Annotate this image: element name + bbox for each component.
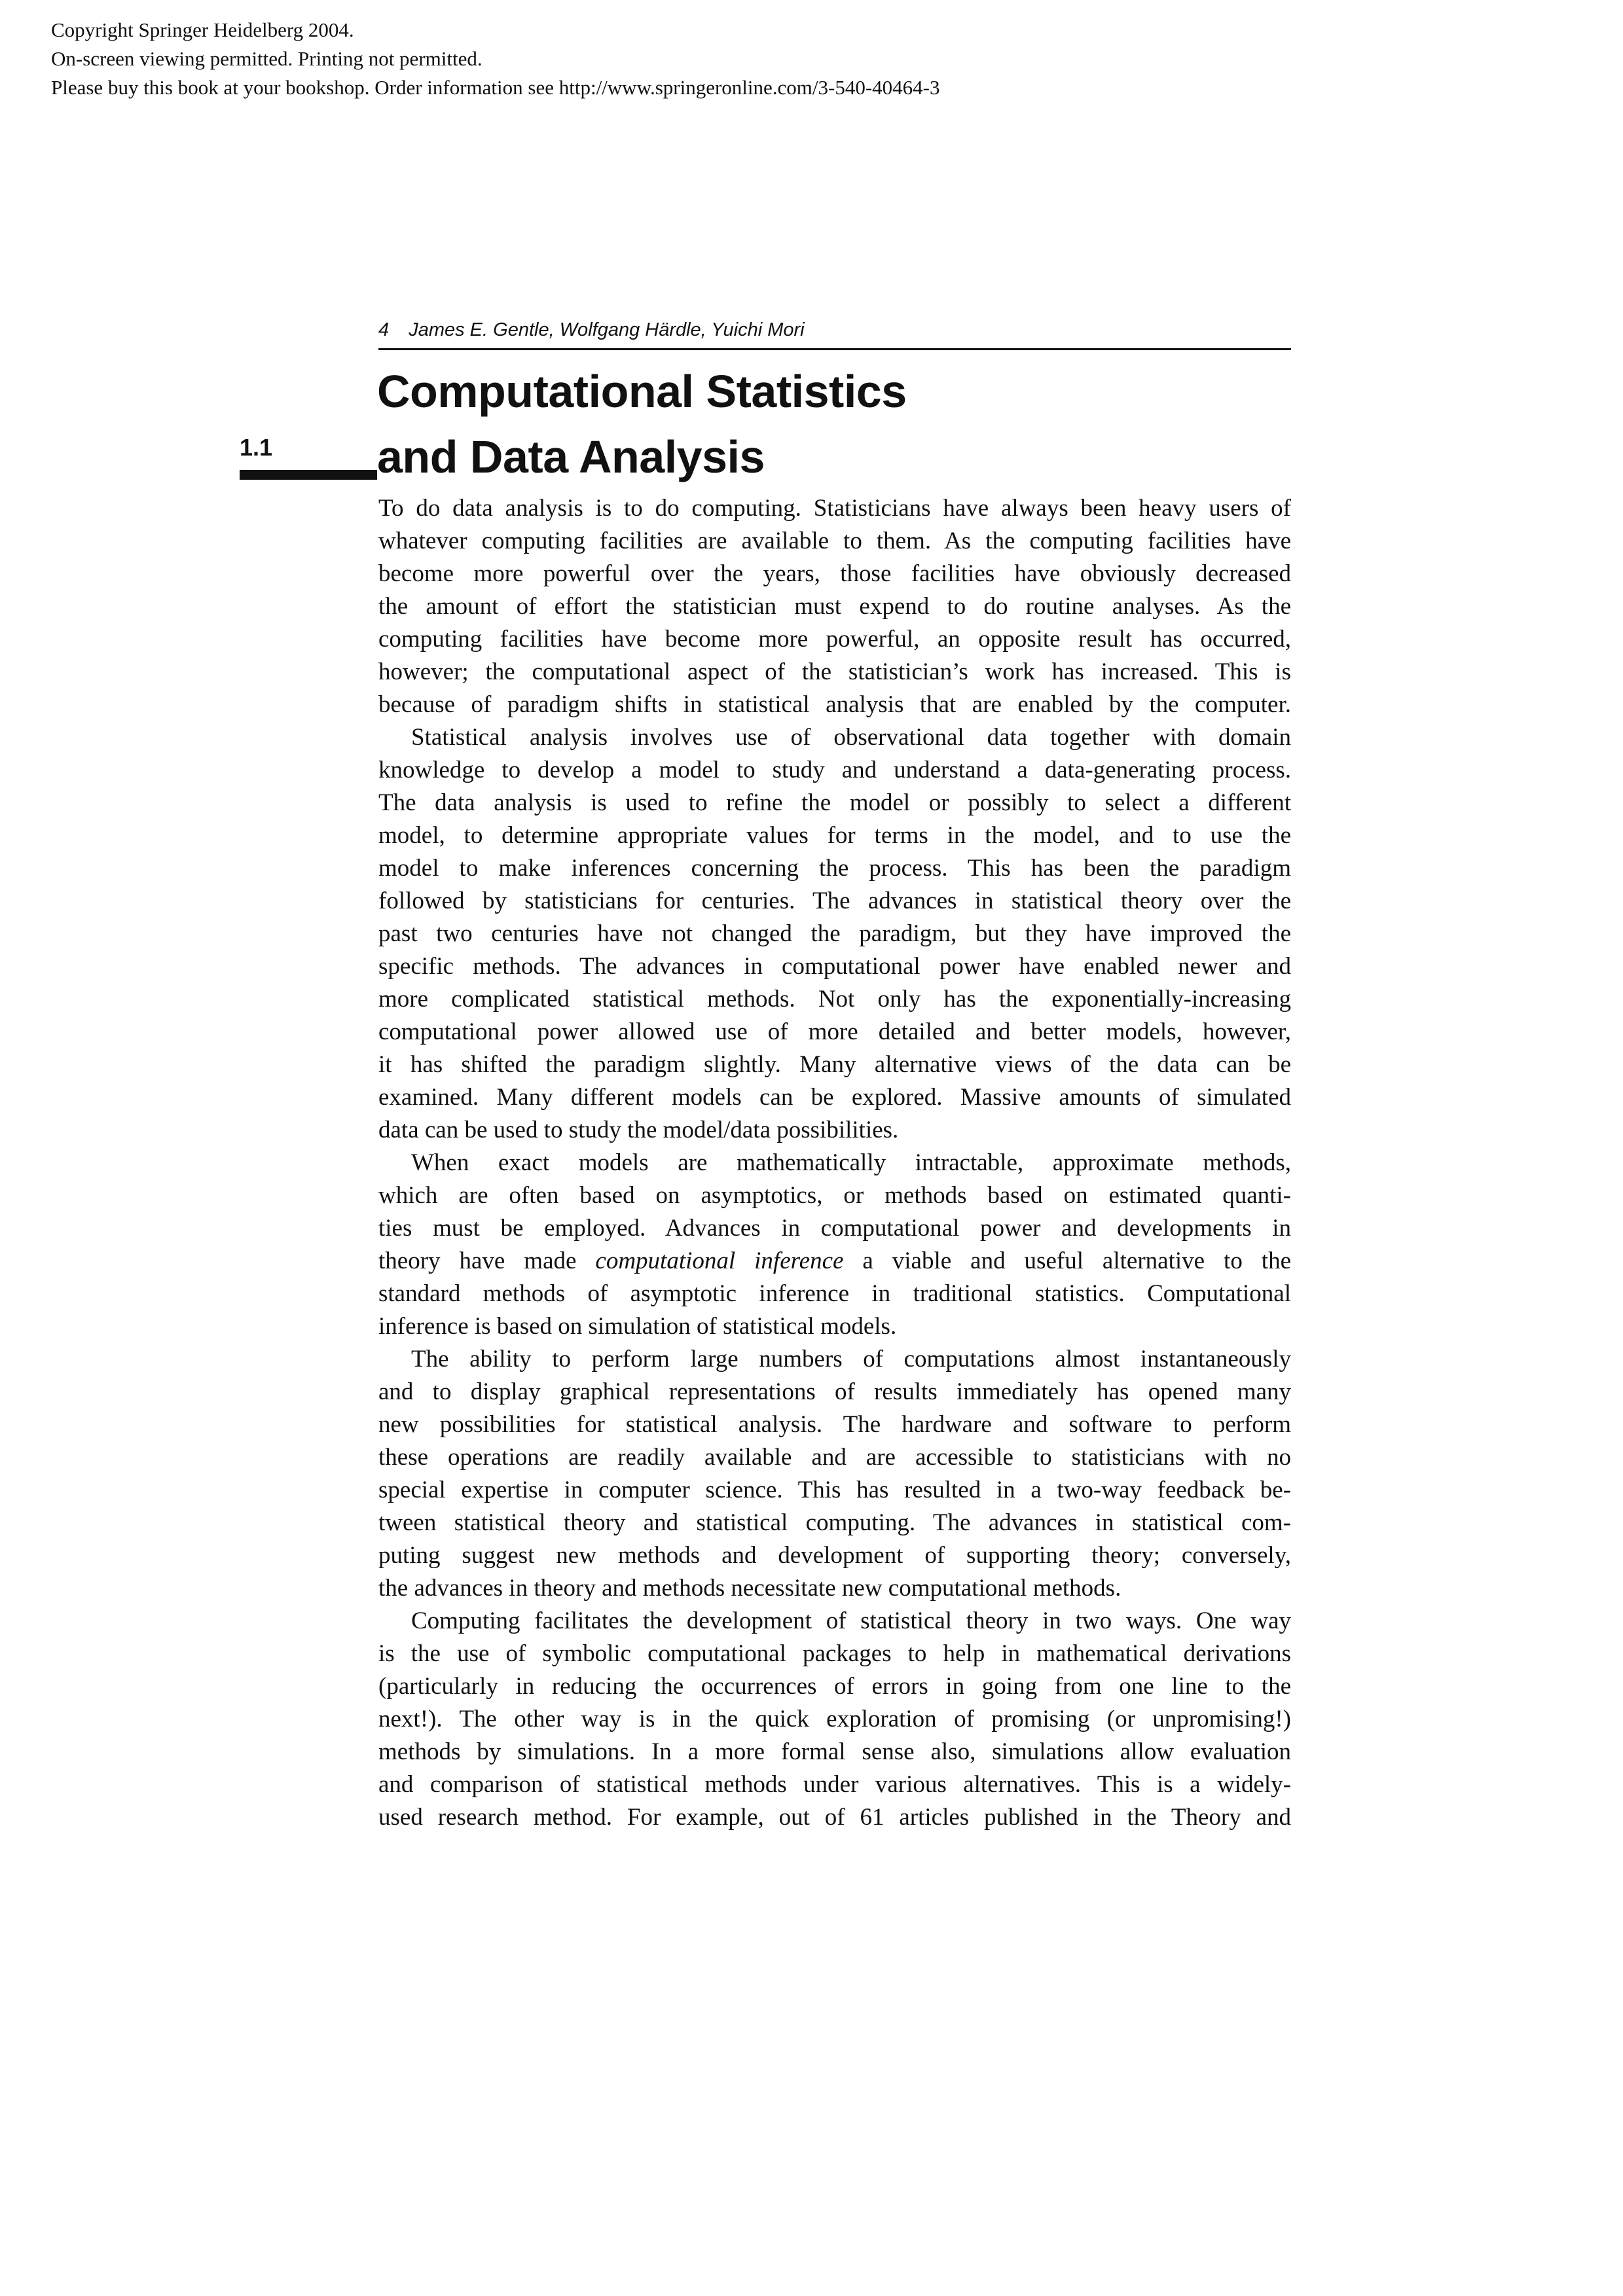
text-line: model to make inferences concerning the process. This has been the paradigm <box>378 855 1291 882</box>
text-line: whatever computing facilities are available to them. As the computing facilities have <box>378 528 1291 554</box>
copyright-notice <box>51 16 939 102</box>
text-line: more complicated statistical methods. Not only has the exponentially-increasing <box>378 986 1291 1013</box>
text-line: because of paradigm shifts in statistical analysis that are enabled by the computer. <box>378 691 1291 718</box>
text-line: and comparison of statistical methods under various alternatives. This is a widely- <box>378 1771 1291 1798</box>
text-line: computational power allowed use of more detailed and better models, however, <box>378 1018 1291 1045</box>
text-line: new possibilities for statistical analysis. The hardware and software to perform <box>378 1411 1291 1438</box>
text-line <box>378 1245 1291 1278</box>
running-head <box>378 315 1291 350</box>
text-line: become more powerful over the years, those facilities have obviously decreased <box>378 560 1291 587</box>
text-line: which are often based on asymptotics, or methods based on estimated quanti- <box>378 1182 1291 1209</box>
running-head-authors: James E. Gentle, Wolfgang Härdle, Yuichi Mori <box>409 319 805 340</box>
text-line: and to display graphical representations of results immediately has opened many <box>378 1378 1291 1405</box>
viewing-permission-line: On-screen viewing permitted. Printing not permitted. <box>51 47 483 70</box>
order-information-line: Please buy this book at your bookshop. Order information see http://www.springeronline.com/3-540-40464-3 <box>51 76 940 99</box>
copyright-line: Copyright Springer Heidelberg 2004. <box>51 18 354 41</box>
text-line: past two centuries have not changed the paradigm, but they have improved the <box>378 920 1291 947</box>
text-line: Computing facilitates the development of statistical theory in two ways. One way <box>411 1607 1291 1634</box>
text-line: To do data analysis is to do computing. Statisticians have always been heavy users of <box>378 495 1291 522</box>
text-line: The ability to perform large numbers of computations almost instantaneously <box>411 1346 1291 1372</box>
text-run: a viable and useful alternative to the <box>843 1247 1291 1274</box>
section-title <box>377 359 907 490</box>
text-line: The data analysis is used to refine the model or possibly to select a different <box>378 789 1291 816</box>
text-line: ties must be employed. Advances in computational power and developments in <box>378 1215 1291 1242</box>
text-line: next!). The other way is in the quick exploration of promising (or unpromising!) <box>378 1706 1291 1732</box>
section-marker-bar <box>240 470 377 480</box>
emphasized-term: computational inference <box>595 1247 844 1274</box>
section-title-line: Computational Statistics <box>377 366 907 417</box>
text-line: (particularly in reducing the occurrences of errors in going from one line to the <box>378 1673 1291 1700</box>
section-title-line: and Data Analysis <box>377 431 765 482</box>
text-line: Statistical analysis involves use of observational data together with domain <box>411 724 1291 751</box>
text-line: these operations are readily available and are accessible to statisticians with no <box>378 1444 1291 1471</box>
text-line: however; the computational aspect of the statistician’s work has increased. This is <box>378 658 1291 685</box>
text-line: followed by statisticians for centuries. The advances in statistical theory over the <box>378 888 1291 914</box>
text-line: the advances in theory and methods necessitate new computational methods. <box>378 1575 1122 1602</box>
text-line: computing facilities have become more powerful, an opposite result has occurred, <box>378 626 1291 653</box>
text-line: knowledge to develop a model to study and understand a data-generating process. <box>378 757 1291 783</box>
text-line: tween statistical theory and statistical computing. The advances in statistical com- <box>378 1509 1291 1536</box>
text-line: the amount of effort the statistician must expend to do routine analyses. As the <box>378 593 1291 620</box>
text-line: data can be used to study the model/data possibilities. <box>378 1117 899 1143</box>
section-number: 1.1 <box>240 434 273 461</box>
text-line: examined. Many different models can be explored. Massive amounts of simulated <box>378 1084 1291 1111</box>
text-line: special expertise in computer science. This has resulted in a two-way feedback be- <box>378 1477 1291 1503</box>
page-number: 4 <box>378 319 390 340</box>
text-line: standard methods of asymptotic inference in traditional statistics. Computational <box>378 1280 1291 1307</box>
text-line: inference is based on simulation of statistical models. <box>378 1313 897 1340</box>
text-line: puting suggest new methods and development of supporting theory; conversely, <box>378 1542 1291 1569</box>
text-line: is the use of symbolic computational packages to help in mathematical derivations <box>378 1640 1291 1667</box>
body-text <box>378 492 1291 1834</box>
text-line: model, to determine appropriate values for terms in the model, and to use the <box>378 822 1291 849</box>
text-line: When exact models are mathematically intractable, approximate methods, <box>411 1149 1291 1176</box>
text-line: specific methods. The advances in computational power have enabled newer and <box>378 953 1291 980</box>
text-line: it has shifted the paradigm slightly. Many alternative views of the data can be <box>378 1051 1291 1078</box>
text-run: theory have made <box>378 1247 596 1274</box>
text-line: methods by simulations. In a more formal sense also, simulations allow evaluation <box>378 1738 1291 1765</box>
text-line: used research method. For example, out of 61 articles published in the Theory and <box>378 1804 1291 1831</box>
